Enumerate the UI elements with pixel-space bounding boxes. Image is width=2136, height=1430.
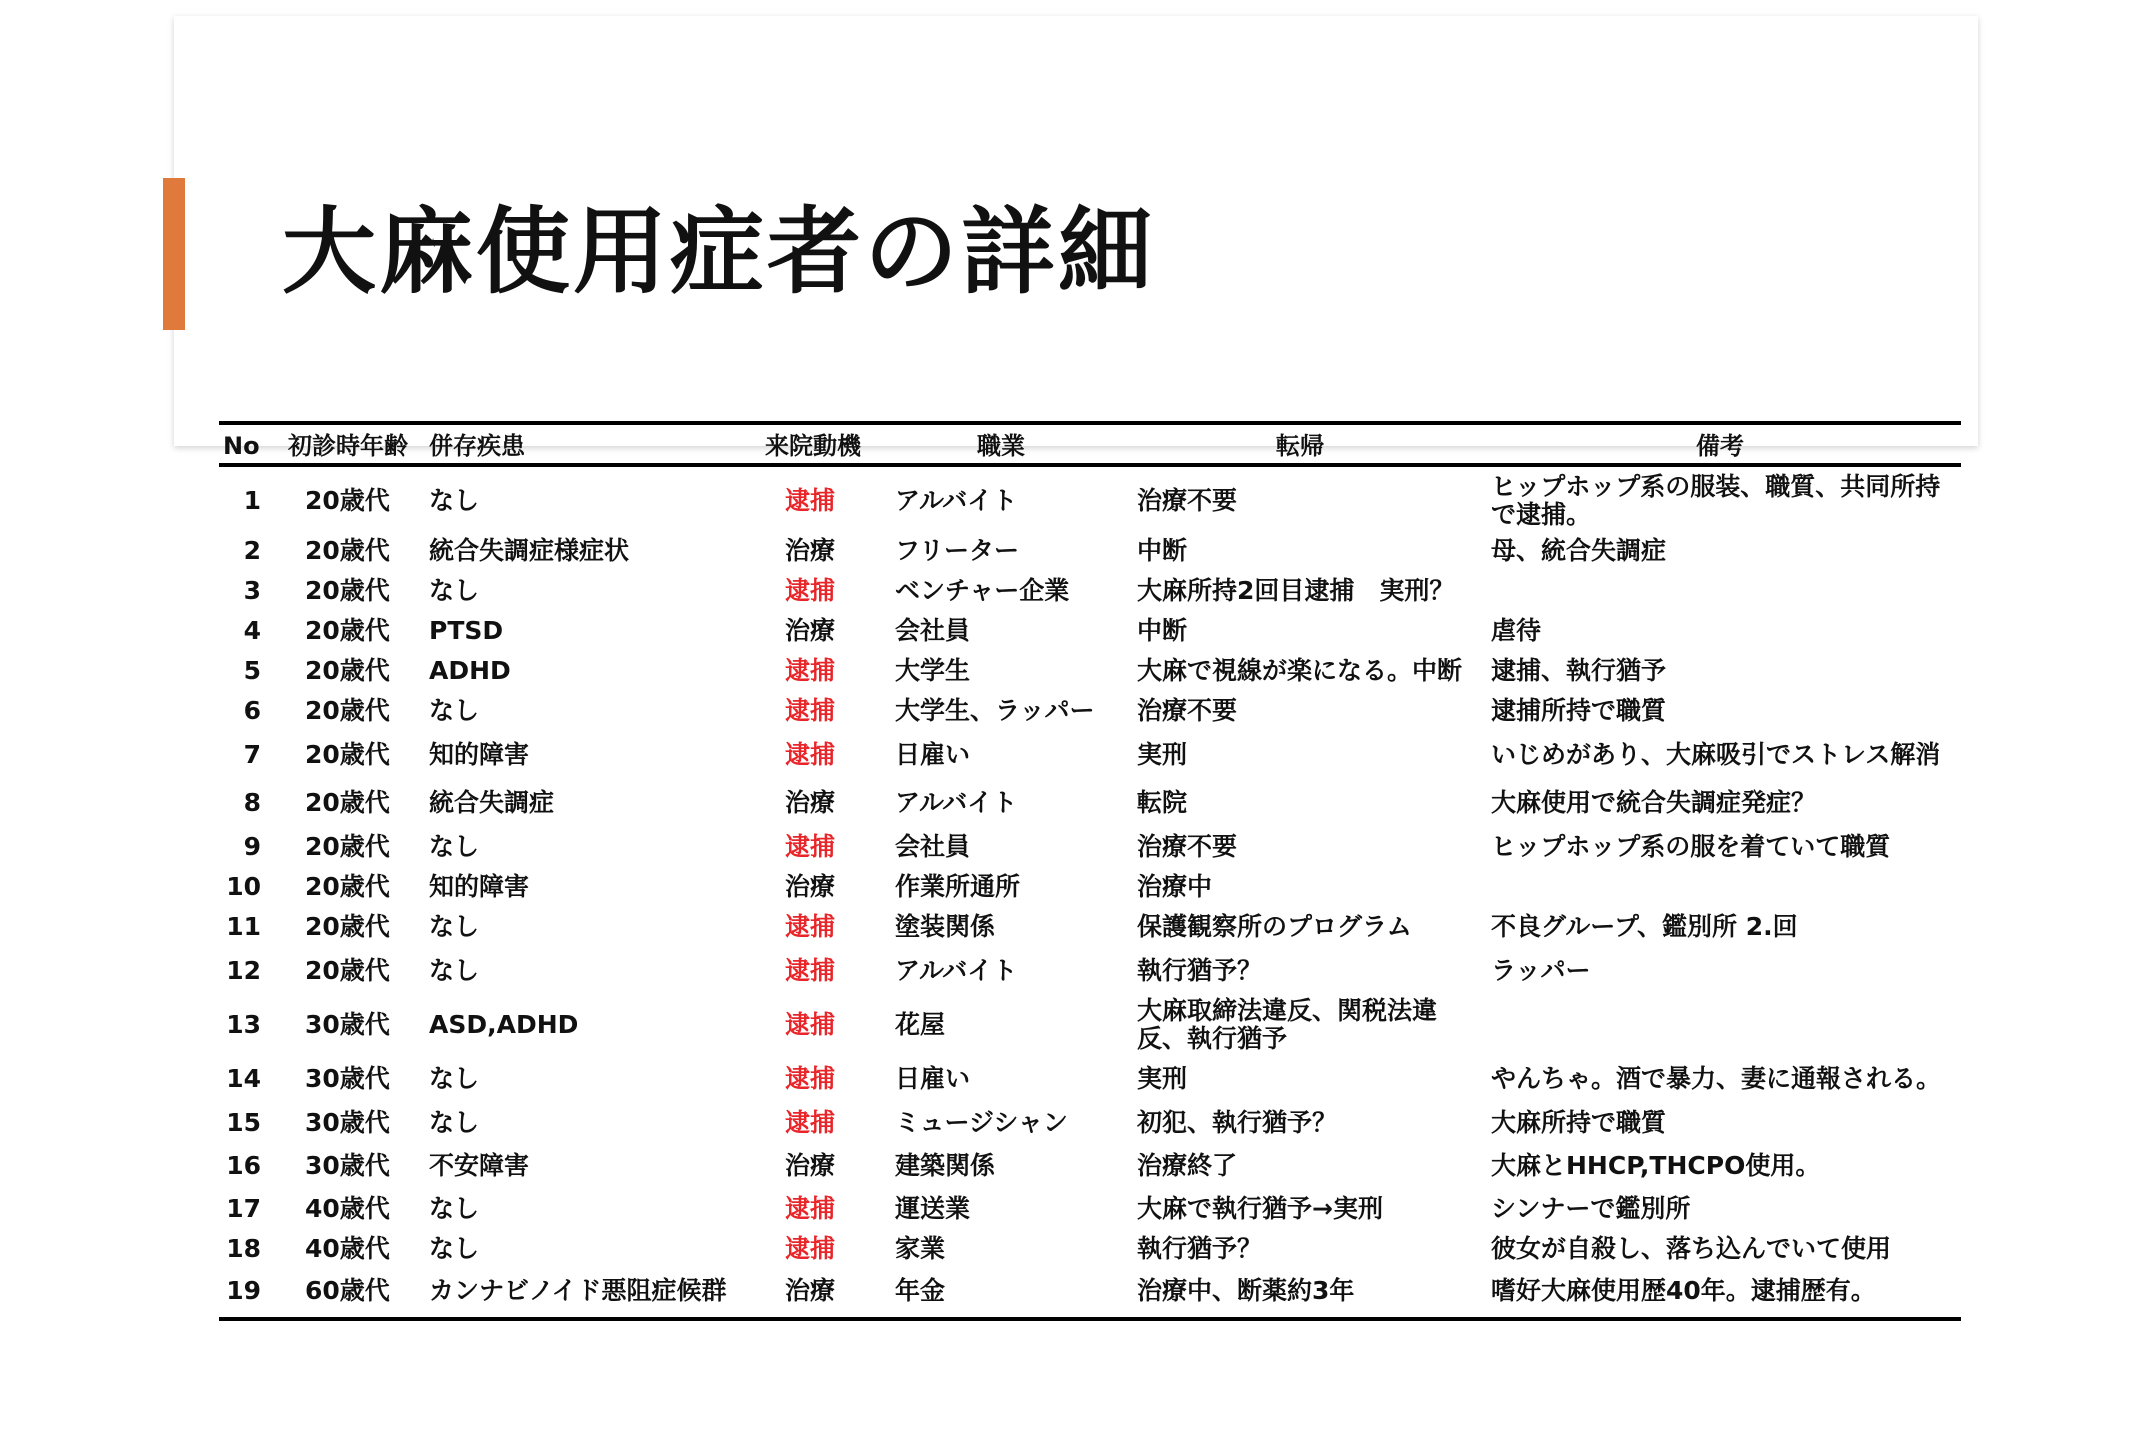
- cell-age: 40歳代: [305, 1234, 390, 1263]
- cell-notes: ヒップホップ系の服装、職質、共同所持で逮捕。: [1491, 472, 1941, 529]
- slide-title: 大麻使用症者の詳細: [282, 198, 1156, 307]
- cell-motive: 逮捕: [785, 740, 836, 769]
- cell-motive: 治療: [785, 1276, 836, 1305]
- cell-no: 19: [226, 1276, 261, 1305]
- cell-no: 7: [243, 740, 261, 769]
- cell-outcome: 治療終了: [1137, 1151, 1238, 1180]
- cell-no: 6: [243, 696, 261, 725]
- cell-age: 20歳代: [305, 740, 390, 769]
- cell-comorbidity: ADHD: [429, 656, 511, 685]
- cell-motive: 逮捕: [785, 956, 836, 985]
- cell-outcome: 中断: [1137, 536, 1188, 565]
- cell-job: 日雇い: [895, 740, 971, 769]
- cell-comorbidity: 不安障害: [429, 1151, 530, 1180]
- table-body: [219, 465, 1961, 1317]
- cell-no: 11: [226, 912, 261, 941]
- cell-comorbidity: ASD,ADHD: [429, 1010, 579, 1039]
- cell-comorbidity: なし: [429, 1194, 480, 1223]
- cell-outcome: 初犯、執行猶予？: [1137, 1108, 1338, 1137]
- cell-age: 20歳代: [305, 912, 390, 941]
- cell-comorbidity: 統合失調症様症状: [429, 536, 630, 565]
- cell-motive: 逮捕: [785, 1064, 836, 1093]
- cell-job: 家業: [895, 1234, 946, 1263]
- cell-age: 30歳代: [305, 1151, 390, 1180]
- header-notes: 備考: [1479, 425, 1961, 465]
- cell-comorbidity: なし: [429, 1108, 480, 1137]
- cell-job: 大学生: [895, 656, 971, 685]
- cell-age: 20歳代: [305, 576, 390, 605]
- table-row: [219, 1189, 1961, 1229]
- cell-outcome: 保護観察所のプログラム: [1137, 912, 1412, 941]
- table-row: [219, 947, 1961, 995]
- header-job: 職業: [881, 425, 1121, 465]
- cell-age: 20歳代: [305, 536, 390, 565]
- cell-comorbidity: なし: [429, 486, 480, 515]
- cell-no: 14: [226, 1064, 261, 1093]
- cell-no: 3: [243, 576, 261, 605]
- cell-outcome: 中断: [1137, 616, 1188, 645]
- cell-job: ベンチャー企業: [895, 576, 1070, 605]
- cell-notes: [1479, 995, 1961, 1055]
- cell-job: 運送業: [895, 1194, 971, 1223]
- cell-motive: 逮捕: [785, 1194, 836, 1223]
- cell-motive: 治療: [785, 1151, 836, 1180]
- cell-motive: 治療: [785, 788, 836, 817]
- header-comorbidity: 併存疾患: [417, 425, 759, 465]
- table-row: [219, 1269, 1961, 1317]
- table-row: [219, 691, 1961, 731]
- cell-comorbidity: 知的障害: [429, 872, 530, 901]
- header-motive: 来院動機: [759, 425, 881, 465]
- cell-notes: [1479, 867, 1961, 907]
- cell-age: 30歳代: [305, 1010, 390, 1039]
- cell-job: アルバイト: [895, 486, 1018, 515]
- cell-no: 8: [243, 788, 261, 817]
- cell-outcome: 大麻で執行猶予→実刑: [1137, 1194, 1383, 1223]
- cell-notes: ヒップホップ系の服を着ていて職質: [1491, 832, 1891, 861]
- header-outcome: 転帰: [1121, 425, 1479, 465]
- cell-outcome: 大麻で視線が楽になる。中断: [1137, 656, 1463, 685]
- cell-comorbidity: なし: [429, 832, 480, 861]
- table-row: [219, 779, 1961, 827]
- cell-motive: 逮捕: [785, 1108, 836, 1137]
- cell-outcome: 治療不要: [1137, 486, 1238, 515]
- table-row: [219, 531, 1961, 571]
- patient-details-table-wrapper: [219, 421, 1961, 1321]
- cell-notes: 逮捕所持で職質: [1491, 696, 1667, 725]
- cell-comorbidity: なし: [429, 1234, 480, 1263]
- cell-outcome: 治療不要: [1137, 832, 1238, 861]
- cell-job: 会社員: [895, 832, 971, 861]
- table-row: [219, 1229, 1961, 1269]
- cell-notes: 虐待: [1491, 616, 1542, 645]
- cell-job: フリーター: [895, 536, 1020, 565]
- cell-job: 会社員: [895, 616, 971, 645]
- table-row: [219, 995, 1961, 1055]
- cell-comorbidity: 知的障害: [429, 740, 530, 769]
- table-row: [219, 571, 1961, 611]
- cell-motive: 逮捕: [785, 912, 836, 941]
- cell-comorbidity: カンナビノイド悪阻症候群: [429, 1276, 727, 1305]
- cell-motive: 逮捕: [785, 656, 836, 685]
- cell-no: 2: [243, 536, 261, 565]
- cell-outcome: 治療中: [1137, 872, 1213, 901]
- cell-job: アルバイト: [895, 788, 1018, 817]
- cell-notes: いじめがあり、大麻吸引でストレス解消: [1491, 740, 1941, 769]
- cell-motive: 治療: [785, 872, 836, 901]
- cell-age: 20歳代: [305, 616, 390, 645]
- cell-job: アルバイト: [895, 956, 1018, 985]
- header-age: 初診時年齢: [279, 425, 417, 465]
- cell-notes: 逮捕、執行猶予: [1491, 656, 1667, 685]
- cell-motive: 逮捕: [785, 486, 836, 515]
- cell-outcome: 大麻所持2回目逮捕 実刑？: [1137, 576, 1455, 605]
- cell-outcome: 実刑: [1137, 1064, 1188, 1093]
- table-row: [219, 651, 1961, 691]
- cell-motive: 逮捕: [785, 1234, 836, 1263]
- cell-no: 10: [226, 872, 261, 901]
- cell-outcome: 実刑: [1137, 740, 1188, 769]
- cell-comorbidity: PTSD: [429, 616, 504, 645]
- cell-motive: 逮捕: [785, 832, 836, 861]
- table-row: [219, 465, 1961, 531]
- cell-notes: 嗜好大麻使用歴40年。逮捕歴有。: [1491, 1276, 1876, 1305]
- cell-motive: 逮捕: [785, 696, 836, 725]
- cell-notes: やんちゃ。酒で暴力、妻に通報される。: [1491, 1064, 1942, 1093]
- table-row: [219, 907, 1961, 947]
- cell-age: 40歳代: [305, 1194, 390, 1223]
- cell-comorbidity: なし: [429, 576, 480, 605]
- cell-motive: 逮捕: [785, 1010, 836, 1039]
- cell-comorbidity: 統合失調症: [429, 788, 555, 817]
- cell-age: 60歳代: [305, 1276, 390, 1305]
- table-row: [219, 1055, 1961, 1103]
- cell-job: 年金: [895, 1276, 946, 1305]
- cell-job: 建築関係: [895, 1151, 996, 1180]
- table-row: [219, 611, 1961, 651]
- cell-age: 30歳代: [305, 1064, 390, 1093]
- table-row: [219, 827, 1961, 867]
- cell-outcome: 大麻取締法違反、関税法違反、執行猶予: [1137, 996, 1438, 1053]
- header-no: No: [219, 425, 279, 465]
- cell-comorbidity: なし: [429, 912, 480, 941]
- cell-no: 12: [226, 956, 261, 985]
- cell-age: 20歳代: [305, 696, 390, 725]
- cell-motive: 治療: [785, 616, 836, 645]
- cell-age: 30歳代: [305, 1108, 390, 1137]
- cell-job: 花屋: [895, 1010, 946, 1039]
- table-header-row: [219, 425, 1961, 465]
- cell-outcome: 執行猶予？: [1137, 956, 1263, 985]
- cell-outcome: 執行猶予？: [1137, 1234, 1263, 1263]
- cell-comorbidity: なし: [429, 696, 480, 725]
- cell-age: 20歳代: [305, 956, 390, 985]
- cell-no: 5: [243, 656, 261, 685]
- cell-notes: 彼女が自殺し、落ち込んでいて使用: [1491, 1234, 1892, 1263]
- title-accent-bar: [163, 178, 185, 330]
- table-row: [219, 1143, 1961, 1189]
- cell-motive: 逮捕: [785, 576, 836, 605]
- cell-notes: 母、統合失調症: [1491, 536, 1667, 565]
- cell-notes: 大麻所持で職質: [1491, 1108, 1667, 1137]
- cell-no: 9: [243, 832, 261, 861]
- cell-no: 17: [226, 1194, 261, 1223]
- table-row: [219, 1103, 1961, 1143]
- cell-age: 20歳代: [305, 832, 390, 861]
- cell-notes: 不良グループ、鑑別所 2.回: [1491, 912, 1798, 941]
- cell-no: 1: [243, 486, 261, 515]
- cell-outcome: 転院: [1137, 788, 1188, 817]
- cell-no: 15: [226, 1108, 261, 1137]
- cell-notes: シンナーで鑑別所: [1491, 1194, 1691, 1223]
- cell-no: 18: [226, 1234, 261, 1263]
- table-row: [219, 731, 1961, 779]
- cell-notes: 大麻とHHCP,THCPO使用。: [1491, 1151, 1821, 1180]
- cell-motive: 治療: [785, 536, 836, 565]
- cell-job: 塗装関係: [895, 912, 996, 941]
- cell-notes: [1479, 571, 1961, 611]
- patient-details-table: [219, 425, 1961, 1317]
- cell-no: 16: [226, 1151, 261, 1180]
- cell-outcome: 治療不要: [1137, 696, 1238, 725]
- cell-age: 20歳代: [305, 788, 390, 817]
- cell-job: 作業所通所: [895, 872, 1021, 901]
- cell-comorbidity: なし: [429, 956, 480, 985]
- table-row: [219, 867, 1961, 907]
- cell-no: 4: [243, 616, 261, 645]
- cell-age: 20歳代: [305, 486, 390, 515]
- cell-notes: ラッパー: [1491, 956, 1591, 985]
- cell-age: 20歳代: [305, 656, 390, 685]
- cell-job: 大学生、ラッパー: [895, 696, 1095, 725]
- cell-no: 13: [226, 1010, 261, 1039]
- cell-job: 日雇い: [895, 1064, 971, 1093]
- cell-age: 20歳代: [305, 872, 390, 901]
- cell-outcome: 治療中、断薬約3年: [1137, 1276, 1355, 1305]
- cell-comorbidity: なし: [429, 1064, 480, 1093]
- cell-job: ミュージシャン: [895, 1108, 1068, 1137]
- cell-notes: 大麻使用で統合失調症発症？: [1491, 788, 1817, 817]
